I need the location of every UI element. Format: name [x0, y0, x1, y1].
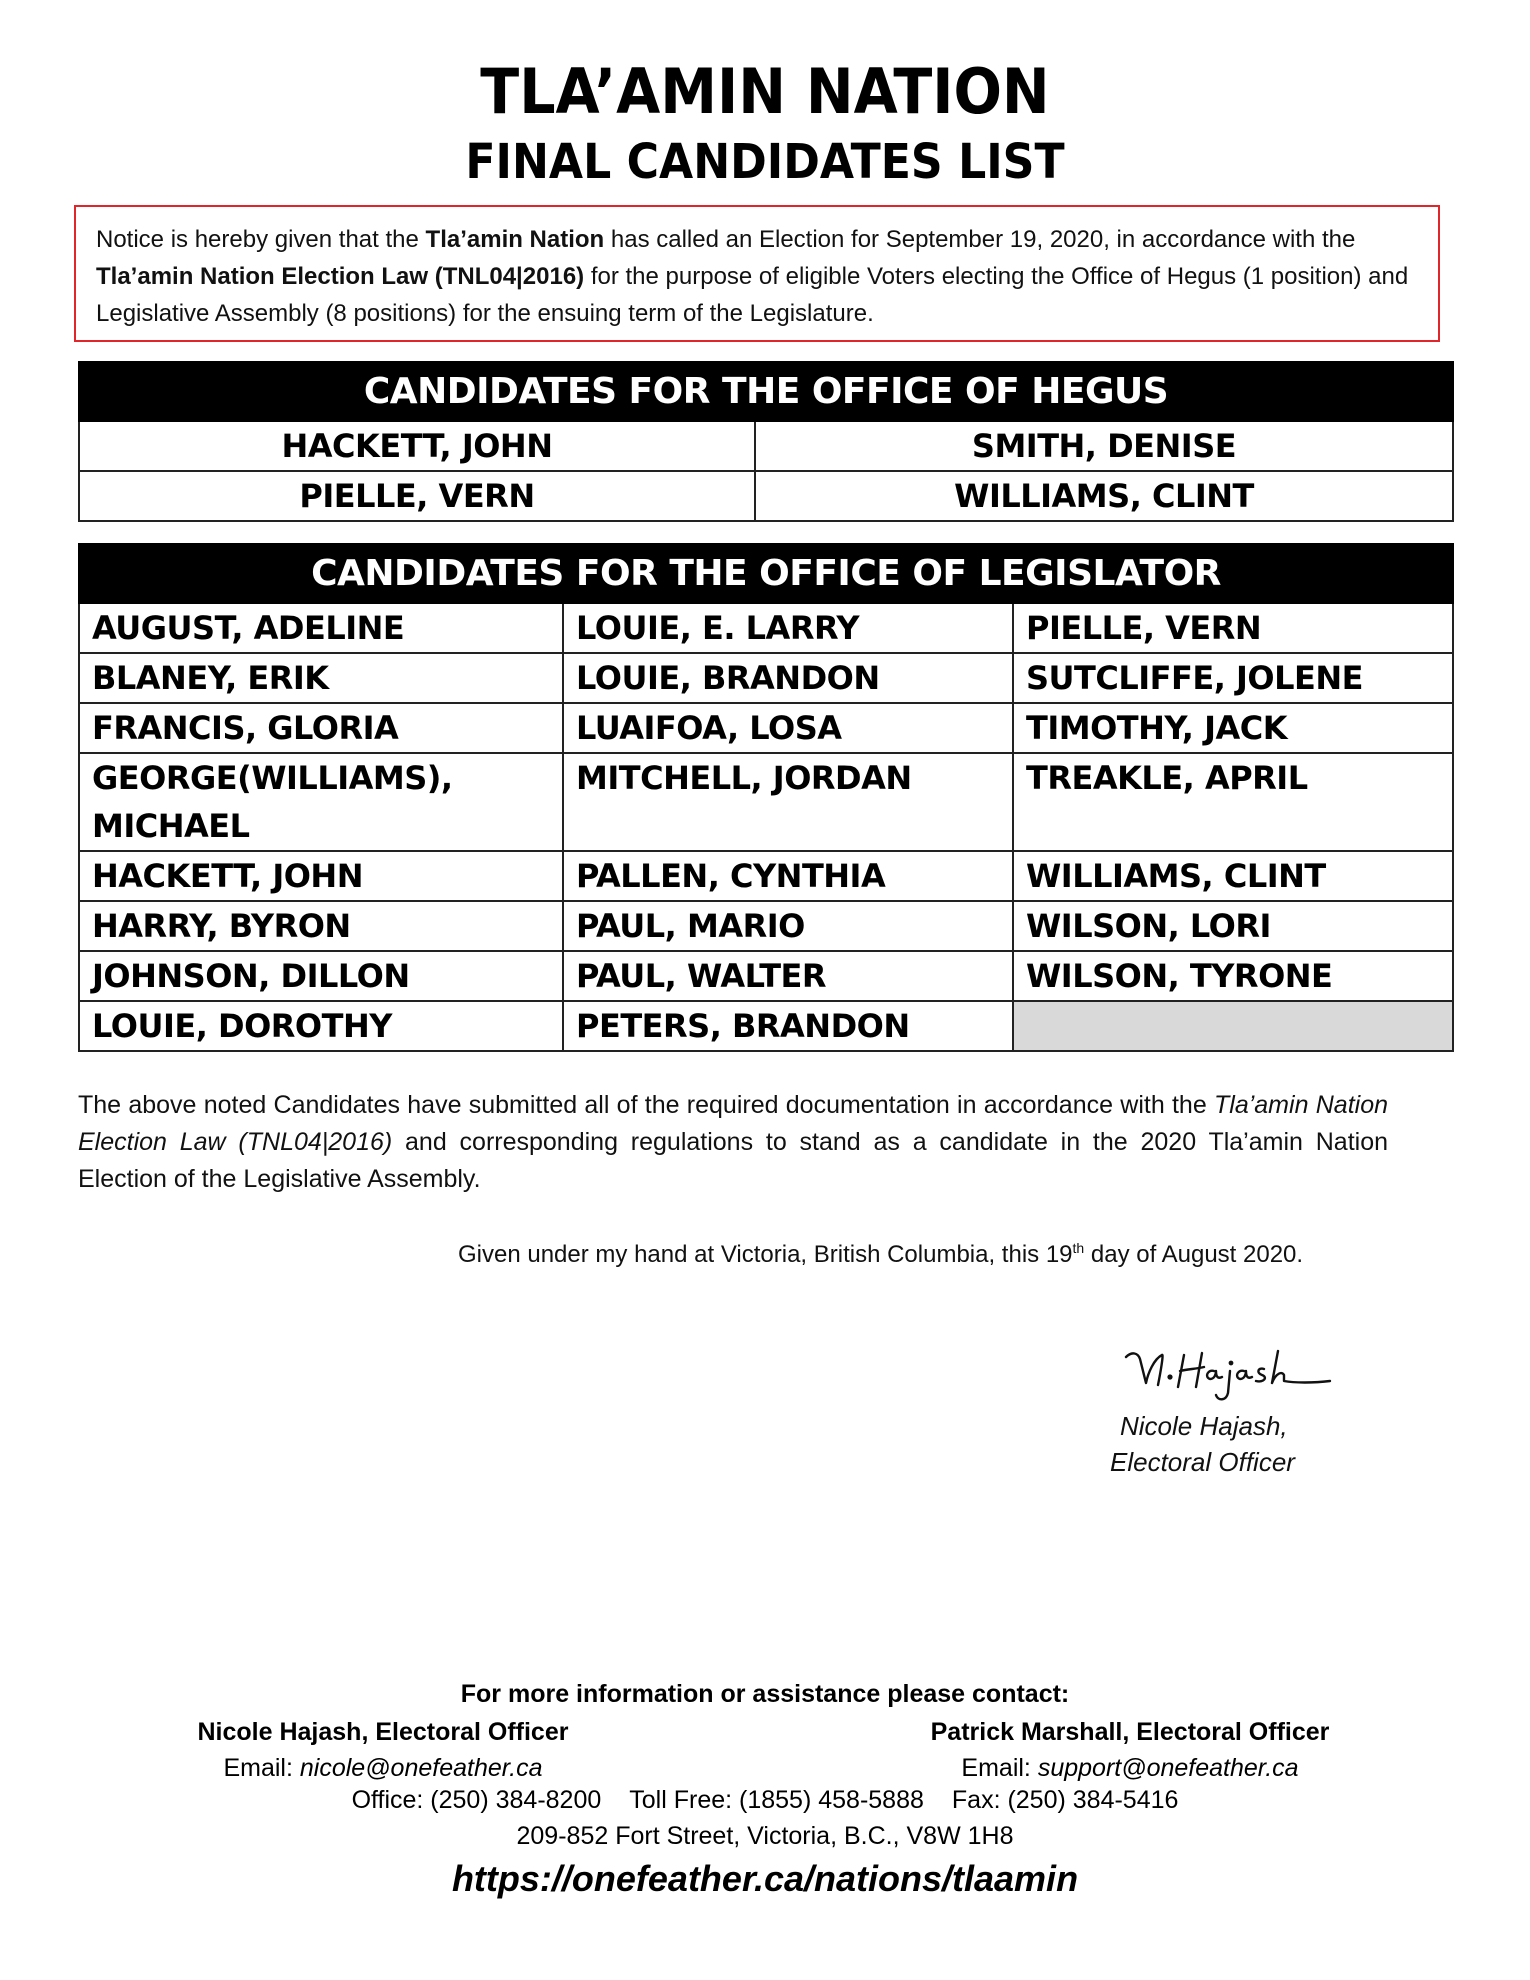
given-under-hand-line	[458, 1240, 1303, 1269]
document-subtitle: FINAL CANDIDATES LIST	[465, 134, 1065, 190]
document-title: TLA’AMIN NATION	[480, 55, 1050, 128]
legislator-table-heading: CANDIDATES FOR THE OFFICE OF LEGISLATOR	[79, 544, 1453, 603]
candidate-cell: PALLEN, CYNTHIA	[563, 851, 1013, 901]
candidate-cell: HARRY, BYRON	[79, 901, 563, 951]
signatory-title: Electoral Officer	[1110, 1447, 1295, 1477]
submission-statement	[78, 1087, 1388, 1198]
candidate-cell: GEORGE(WILLIAMS), MICHAEL	[79, 753, 563, 851]
legislator-candidates-table	[78, 543, 1454, 1052]
candidate-cell: AUGUST, ADELINE	[79, 603, 563, 653]
contact-patrick	[920, 1714, 1340, 1786]
table-row	[79, 603, 1453, 653]
toll-free-phone: Toll Free: (1855) 458-5888	[629, 1786, 924, 1814]
statement-text: and corresponding regulations to stand as a candidate in the 2020 Tla’amin Nation Election of the Legislative Assembly.	[78, 1128, 1388, 1193]
candidate-cell: MITCHELL, JORDAN	[563, 753, 1013, 851]
contact-name: Patrick Marshall, Electoral Officer	[930, 1718, 1330, 1746]
candidate-cell: LUAIFOA, LOSA	[563, 703, 1013, 753]
table-row	[79, 703, 1453, 753]
contact-name: Nicole Hajash, Electoral Officer	[197, 1718, 569, 1746]
table-row	[79, 753, 1453, 851]
hegus-table-heading: CANDIDATES FOR THE OFFICE OF HEGUS	[79, 362, 1453, 421]
signature-icon	[1118, 1345, 1338, 1405]
table-row	[79, 421, 1453, 471]
email-link[interactable]: support@onefeather.ca	[1037, 1754, 1299, 1782]
candidate-cell: SUTCLIFFE, JOLENE	[1013, 653, 1453, 703]
notice-text: for the purpose of eligible Voters electing the Office of Hegus (1 position) and Legislative Assembly (8 positions) for the ensuing term of the Legislature.	[96, 263, 1409, 327]
signatory-name: Nicole Hajash,	[1120, 1411, 1288, 1441]
statement-text: The above noted Candidates have submitted all of the required documentation in accordance with the	[78, 1091, 1214, 1119]
table-row	[79, 851, 1453, 901]
signatory	[1110, 1408, 1295, 1480]
candidate-cell: PAUL, MARIO	[563, 901, 1013, 951]
contact-nicole	[188, 1714, 578, 1786]
candidate-cell: PIELLE, VERN	[79, 471, 755, 521]
notice-text: Notice is hereby given that the	[96, 226, 426, 253]
candidate-cell: TIMOTHY, JACK	[1013, 703, 1453, 753]
email-label: Email:	[223, 1754, 300, 1782]
fax-number: Fax: (250) 384-5416	[951, 1786, 1179, 1814]
office-phone: Office: (250) 384-8200	[351, 1786, 602, 1814]
notice-text: has called an Election for September 19, 2020, in accordance with the	[604, 226, 1356, 253]
election-notice-box	[74, 205, 1440, 342]
given-text: day of August 2020.	[1084, 1241, 1304, 1268]
mailing-address: 209-852 Fort Street, Victoria, B.C., V8W 1H8	[516, 1822, 1014, 1850]
candidate-cell: LOUIE, E. LARRY	[563, 603, 1013, 653]
candidate-cell: PIELLE, VERN	[1013, 603, 1453, 653]
candidate-cell: FRANCIS, GLORIA	[79, 703, 563, 753]
notice-bold-nation: Tla’amin Nation	[425, 226, 605, 253]
candidate-cell: PETERS, BRANDON	[563, 1001, 1013, 1051]
table-row	[79, 653, 1453, 703]
website-link[interactable]: https://onefeather.ca/nations/tlaamin	[451, 1858, 1079, 1899]
table-row	[79, 901, 1453, 951]
table-row	[79, 471, 1453, 521]
contact-heading: For more information or assistance please contact:	[460, 1680, 1070, 1708]
candidate-cell: HACKETT, JOHN	[79, 421, 755, 471]
phone-numbers	[0, 1786, 1530, 1815]
candidate-cell: WILLIAMS, CLINT	[755, 471, 1453, 521]
statement-law-italic: Tla’amin Nation Election Law (TNL04|2016)	[78, 1091, 1388, 1156]
notice-bold-law: Tla’amin Nation Election Law (TNL04|2016)	[96, 263, 585, 290]
empty-cell	[1013, 1001, 1453, 1051]
email-label: Email:	[961, 1754, 1038, 1782]
table-row	[79, 1001, 1453, 1051]
candidate-cell: HACKETT, JOHN	[79, 851, 563, 901]
hegus-candidates-table	[78, 361, 1454, 522]
given-text: Given under my hand at Victoria, British Columbia, this 19	[458, 1241, 1073, 1268]
table-row	[79, 951, 1453, 1001]
candidate-cell: WILSON, TYRONE	[1013, 951, 1453, 1001]
candidate-cell: JOHNSON, DILLON	[79, 951, 563, 1001]
candidate-cell: PAUL, WALTER	[563, 951, 1013, 1001]
candidate-cell: SMITH, DENISE	[755, 421, 1453, 471]
email-link[interactable]: nicole@onefeather.ca	[299, 1754, 543, 1782]
candidate-cell: LOUIE, BRANDON	[563, 653, 1013, 703]
candidate-cell: TREAKLE, APRIL	[1013, 753, 1453, 851]
candidate-cell: LOUIE, DOROTHY	[79, 1001, 563, 1051]
candidate-cell: BLANEY, ERIK	[79, 653, 563, 703]
given-ordinal: th	[1072, 1240, 1085, 1256]
candidate-cell: WILSON, LORI	[1013, 901, 1453, 951]
candidate-cell: WILLIAMS, CLINT	[1013, 851, 1453, 901]
